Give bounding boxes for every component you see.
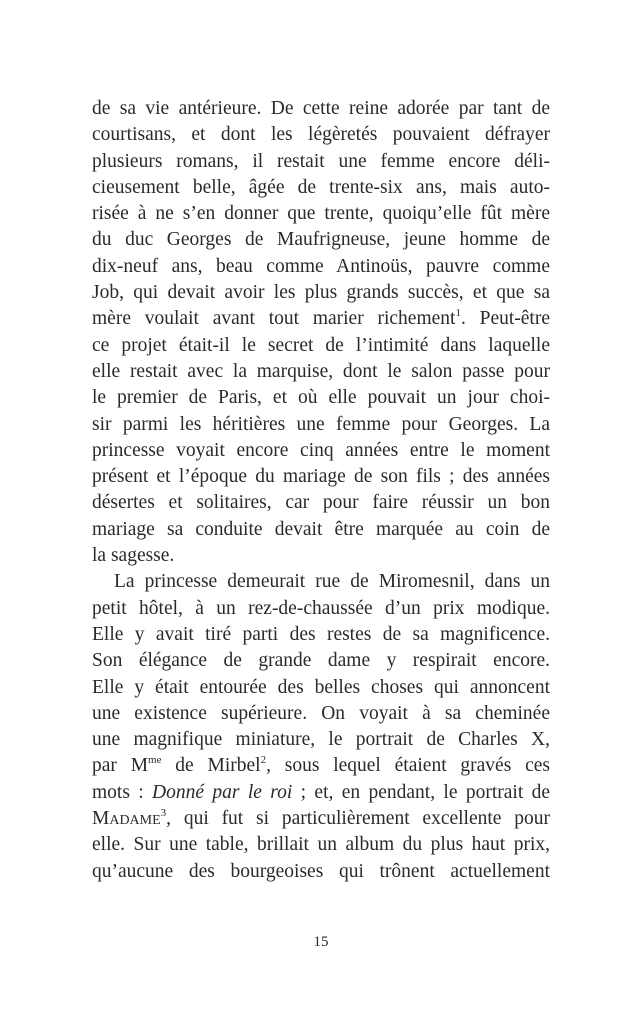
text-line: de sa vie antérieure. De cette reine adorée par tant de bbox=[92, 98, 550, 119]
text-segment: , qui fut si particulièrement excellente pour bbox=[166, 808, 550, 830]
text-segment: de Mirbel bbox=[161, 755, 261, 777]
text-segment: mère voulait avant tout marier richement bbox=[92, 308, 456, 330]
text-line: Job, qui devait avoir les plus grands succès, et que sa bbox=[92, 282, 550, 304]
text-line: risée à ne s’en donner que trente, quoiqu’elle fût mère bbox=[92, 203, 550, 225]
text-line bbox=[92, 306, 550, 332]
text-line: le premier de Paris, et où elle pouvait un jour choi- bbox=[92, 387, 550, 409]
text-line bbox=[92, 806, 550, 832]
paragraph-2 bbox=[92, 569, 550, 885]
text-segment: par M bbox=[92, 755, 149, 777]
text-segment: . Peut-être bbox=[460, 308, 550, 330]
text-line bbox=[92, 780, 550, 806]
text-line: sir parmi les héritières une femme pour Georges. La bbox=[92, 413, 550, 435]
text-line: cieusement belle, âgée de trente-six ans, mais auto- bbox=[92, 176, 550, 198]
text-line: La princesse demeurait rue de Miromesnil, dans un bbox=[114, 571, 550, 593]
text-line: désertes et solitaires, car pour faire réussir un bon bbox=[92, 492, 550, 514]
footnote-ref-2[interactable]: 2 bbox=[260, 754, 267, 767]
text-line: petit hôtel, à un rez-de-chaussée d’un prix modique. bbox=[92, 597, 550, 619]
page-body bbox=[92, 96, 550, 885]
footnote-ref-3[interactable]: 3 bbox=[160, 807, 167, 820]
text-segment: ; et, en pendant, le portrait de bbox=[292, 781, 551, 803]
text-line: la sagesse. bbox=[92, 545, 175, 567]
text-segment: , sous lequel étaient gravés ces bbox=[266, 755, 550, 777]
text-line: princesse voyait encore cinq années entre le moment bbox=[92, 439, 550, 461]
text-line: plusieurs romans, il restait une femme encore déli- bbox=[92, 150, 550, 172]
text-line: du duc Georges de Maufrigneuse, jeune homme de bbox=[92, 229, 550, 251]
text-line: une existence supérieure. On voyait à sa cheminée bbox=[92, 702, 550, 724]
superscript-abbrev: me bbox=[148, 754, 162, 767]
text-line: une magnifique miniature, le portrait de Charles X, bbox=[92, 729, 550, 751]
text-line: elle restait avec la marquise, dont le salon passe pour bbox=[92, 360, 550, 382]
paragraph-1 bbox=[92, 96, 550, 569]
text-line: qu’aucune des bourgeoises qui trônent actuellement bbox=[92, 860, 550, 882]
text-segment: mots : bbox=[92, 781, 153, 803]
text-line: ce projet était-il le secret de l’intimité dans laquelle bbox=[92, 334, 550, 356]
text-line: Elle y avait tiré parti des restes de sa magnificence. bbox=[92, 623, 550, 645]
text-line: Elle y était entourée des belles choses qui annoncent bbox=[92, 676, 550, 698]
text-line bbox=[92, 753, 550, 779]
text-line: Son élégance de grande dame y respirait encore. bbox=[92, 650, 550, 672]
footnote-ref-1[interactable]: 1 bbox=[455, 307, 461, 320]
italic-quote: Donné par le roi bbox=[152, 781, 293, 803]
text-line: dix-neuf ans, beau comme Antinoüs, pauvre comme bbox=[92, 255, 550, 277]
text-line: présent et l’époque du mariage de son fils ; des années bbox=[92, 466, 550, 488]
small-caps-name: Madame bbox=[92, 808, 161, 830]
text-line: elle. Sur une table, brillait un album du plus haut prix, bbox=[92, 834, 550, 856]
text-line: mariage sa conduite devait être marquée au coin de bbox=[92, 518, 550, 540]
page-number: 15 bbox=[313, 934, 329, 950]
text-line: courtisans, et dont les légèretés pouvaient défrayer bbox=[92, 124, 550, 146]
